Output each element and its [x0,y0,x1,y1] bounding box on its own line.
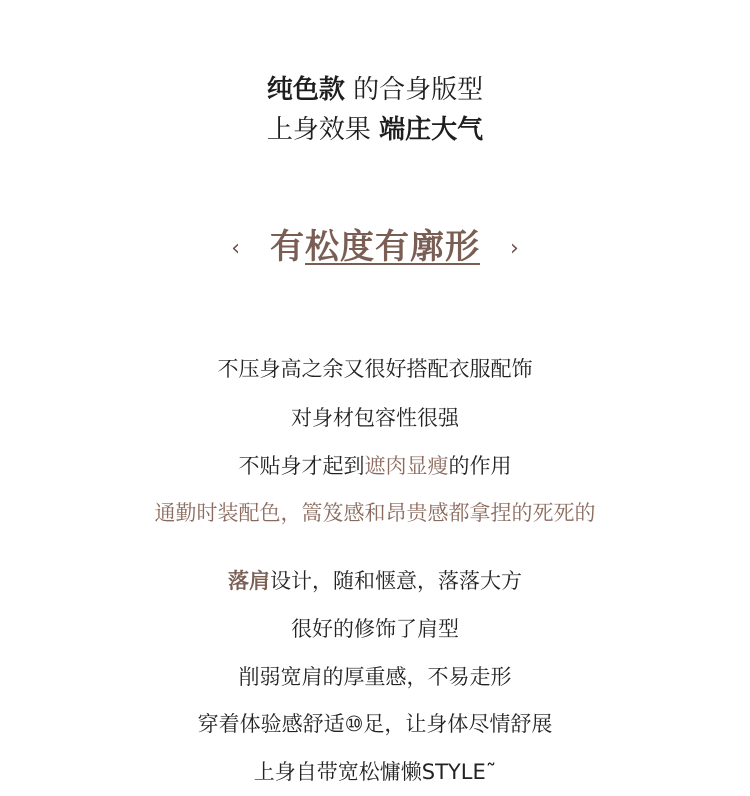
intro-line-2-bold: 端庄大气 [379,115,484,145]
intro-line-2-text: 上身效果 [266,115,380,145]
paragraph1-line-1: 不压身高之余又很好搭配衣服配饰 [217,357,533,381]
paragraph1-line-4: 通勤时装配色，篙笈感和昂贵感都拿捏的死死的 [154,501,596,525]
paragraph2-line-1 [0,566,750,596]
paragraph2-line-3: 削弱宽肩的厚重感，不易走形 [238,665,512,689]
intro-line-2 [0,114,750,146]
paragraph2-line-1-post: 设计，随和惬意，落落大方 [270,569,522,593]
paragraph2-line-5: 上身自带宽松慵懒STYLE˜ [253,760,497,784]
right-bracket-icon: › [510,235,519,261]
intro-line-1-bold: 纯色款 [266,75,345,105]
paragraph2-line-1-accent: 落肩 [228,569,270,593]
paragraph2-line-2: 很好的修饰了肩型 [291,617,459,641]
paragraph1-line-2: 对身材包容性很强 [291,406,459,430]
left-bracket-icon: ‹ [231,235,240,261]
section-heading-title [270,227,480,267]
section-heading-title-first: 有 [270,227,305,267]
intro-line-1 [0,74,750,106]
paragraph1-line-3 [0,451,750,481]
intro-line-1-text: 的合身版型 [344,75,484,105]
section-heading-title-underlined: 松度有廓形 [305,227,480,267]
paragraph2-line-4: 穿着体验感舒适⑩足，让身体尽情舒展 [197,712,553,736]
section-heading [0,222,750,272]
paragraph1-line-3-pre: 不贴身才起到 [238,454,365,478]
paragraph1-line-3-post: 的作用 [448,454,512,478]
paragraph1-line-3-accent: 遮肉显瘦 [364,454,449,478]
